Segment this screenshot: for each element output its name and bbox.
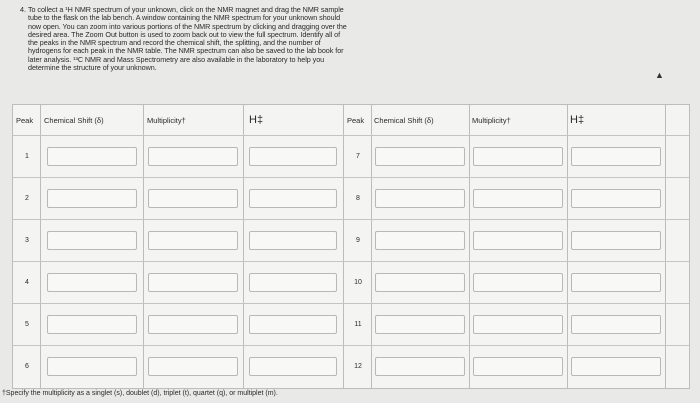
chemical-shift-input[interactable] bbox=[375, 231, 465, 250]
hydrogens-input[interactable] bbox=[571, 315, 661, 334]
peak-number: 8 bbox=[356, 195, 360, 202]
multiplicity-input[interactable] bbox=[473, 231, 563, 250]
row-divider bbox=[13, 303, 689, 304]
instruction-line: later analysis. ¹³C NMR and Mass Spectrometry are also available in the laboratory to help you bbox=[28, 54, 325, 64]
peak-number: 12 bbox=[354, 363, 362, 370]
multiplicity-input[interactable] bbox=[473, 273, 563, 292]
multiplicity-input[interactable] bbox=[473, 315, 563, 334]
chemical-shift-input[interactable] bbox=[375, 273, 465, 292]
peak-number: 6 bbox=[25, 363, 29, 370]
row-divider bbox=[13, 177, 689, 178]
multiplicity-input[interactable] bbox=[148, 357, 238, 376]
instruction-line: determine the structure of your unknown. bbox=[28, 63, 157, 73]
hydrogens-input[interactable] bbox=[249, 231, 337, 250]
chemical-shift-input[interactable] bbox=[47, 273, 137, 292]
peak-number: 10 bbox=[354, 279, 362, 286]
multiplicity-footnote: †Specify the multiplicity as a singlet (s), doublet (d), triplet (t), quartet (q), or multiplet (m). bbox=[2, 390, 278, 397]
header-hydrogens-right: H‡ bbox=[570, 114, 585, 126]
header-peak-right: Peak bbox=[347, 115, 365, 125]
hydrogens-input[interactable] bbox=[571, 273, 661, 292]
chemical-shift-input[interactable] bbox=[375, 189, 465, 208]
row-divider bbox=[13, 261, 689, 262]
multiplicity-input[interactable] bbox=[148, 315, 238, 334]
hydrogens-input[interactable] bbox=[249, 147, 337, 166]
multiplicity-input[interactable] bbox=[148, 231, 238, 250]
instruction-line: now open. You can zoom into various portions of the NMR spectrum by clicking and dragging over the bbox=[28, 21, 347, 31]
multiplicity-input[interactable] bbox=[148, 273, 238, 292]
chemical-shift-input[interactable] bbox=[47, 147, 137, 166]
hydrogens-input[interactable] bbox=[249, 189, 337, 208]
peak-number: 1 bbox=[25, 153, 29, 160]
chemical-shift-input[interactable] bbox=[375, 357, 465, 376]
mouse-cursor-icon: ▲ bbox=[655, 70, 664, 80]
multiplicity-input[interactable] bbox=[473, 189, 563, 208]
instruction-line: hydrogens for each peak in the NMR table. The NMR spectrum can also be saved to the lab book for bbox=[28, 46, 344, 56]
chemical-shift-input[interactable] bbox=[47, 357, 137, 376]
chemical-shift-input[interactable] bbox=[375, 315, 465, 334]
peak-number: 7 bbox=[356, 153, 360, 160]
peak-number: 5 bbox=[25, 321, 29, 328]
header-multiplicity-right: Multiplicity† bbox=[472, 115, 511, 125]
hydrogens-input[interactable] bbox=[571, 231, 661, 250]
multiplicity-input[interactable] bbox=[473, 147, 563, 166]
multiplicity-input[interactable] bbox=[148, 147, 238, 166]
hydrogens-input[interactable] bbox=[249, 273, 337, 292]
instruction-line: tube to the flask on the lab bench. A window containing the NMR spectrum for your unknown should bbox=[28, 13, 341, 23]
row-divider bbox=[13, 135, 689, 136]
peak-number: 11 bbox=[354, 321, 362, 328]
header-hydrogens: H‡ bbox=[249, 114, 264, 126]
nmr-table bbox=[12, 104, 690, 389]
multiplicity-input[interactable] bbox=[473, 357, 563, 376]
hydrogens-input[interactable] bbox=[249, 315, 337, 334]
hydrogens-input[interactable] bbox=[571, 147, 661, 166]
chemical-shift-input[interactable] bbox=[47, 189, 137, 208]
header-chemical-shift: Chemical Shift (δ) bbox=[44, 115, 104, 125]
header-chemical-shift-right: Chemical Shift (δ) bbox=[374, 115, 434, 125]
header-peak: Peak bbox=[16, 115, 34, 125]
instruction-line: the peaks in the NMR spectrum and record the chemical shift, the splitting, and the number of bbox=[28, 38, 321, 48]
row-divider bbox=[13, 219, 689, 220]
peak-number: 4 bbox=[25, 279, 29, 286]
step-number: 4. bbox=[20, 5, 26, 14]
instructions bbox=[20, 5, 458, 73]
peak-number: 3 bbox=[25, 237, 29, 244]
chemical-shift-input[interactable] bbox=[47, 231, 137, 250]
multiplicity-input[interactable] bbox=[148, 189, 238, 208]
row-divider bbox=[13, 345, 689, 346]
chemical-shift-input[interactable] bbox=[47, 315, 137, 334]
header-multiplicity: Multiplicity† bbox=[147, 115, 186, 125]
peak-number: 9 bbox=[356, 237, 360, 244]
chemical-shift-input[interactable] bbox=[375, 147, 465, 166]
instruction-line: desired area. The Zoom Out button is used to zoom back out to view the full spectrum. Identify all of bbox=[28, 29, 341, 39]
peak-number: 2 bbox=[25, 195, 29, 202]
hydrogens-input[interactable] bbox=[571, 357, 661, 376]
hydrogens-input[interactable] bbox=[249, 357, 337, 376]
instruction-line: To collect a ¹H NMR spectrum of your unknown, click on the NMR magnet and drag the NMR sample bbox=[28, 5, 344, 14]
hydrogens-input[interactable] bbox=[571, 189, 661, 208]
